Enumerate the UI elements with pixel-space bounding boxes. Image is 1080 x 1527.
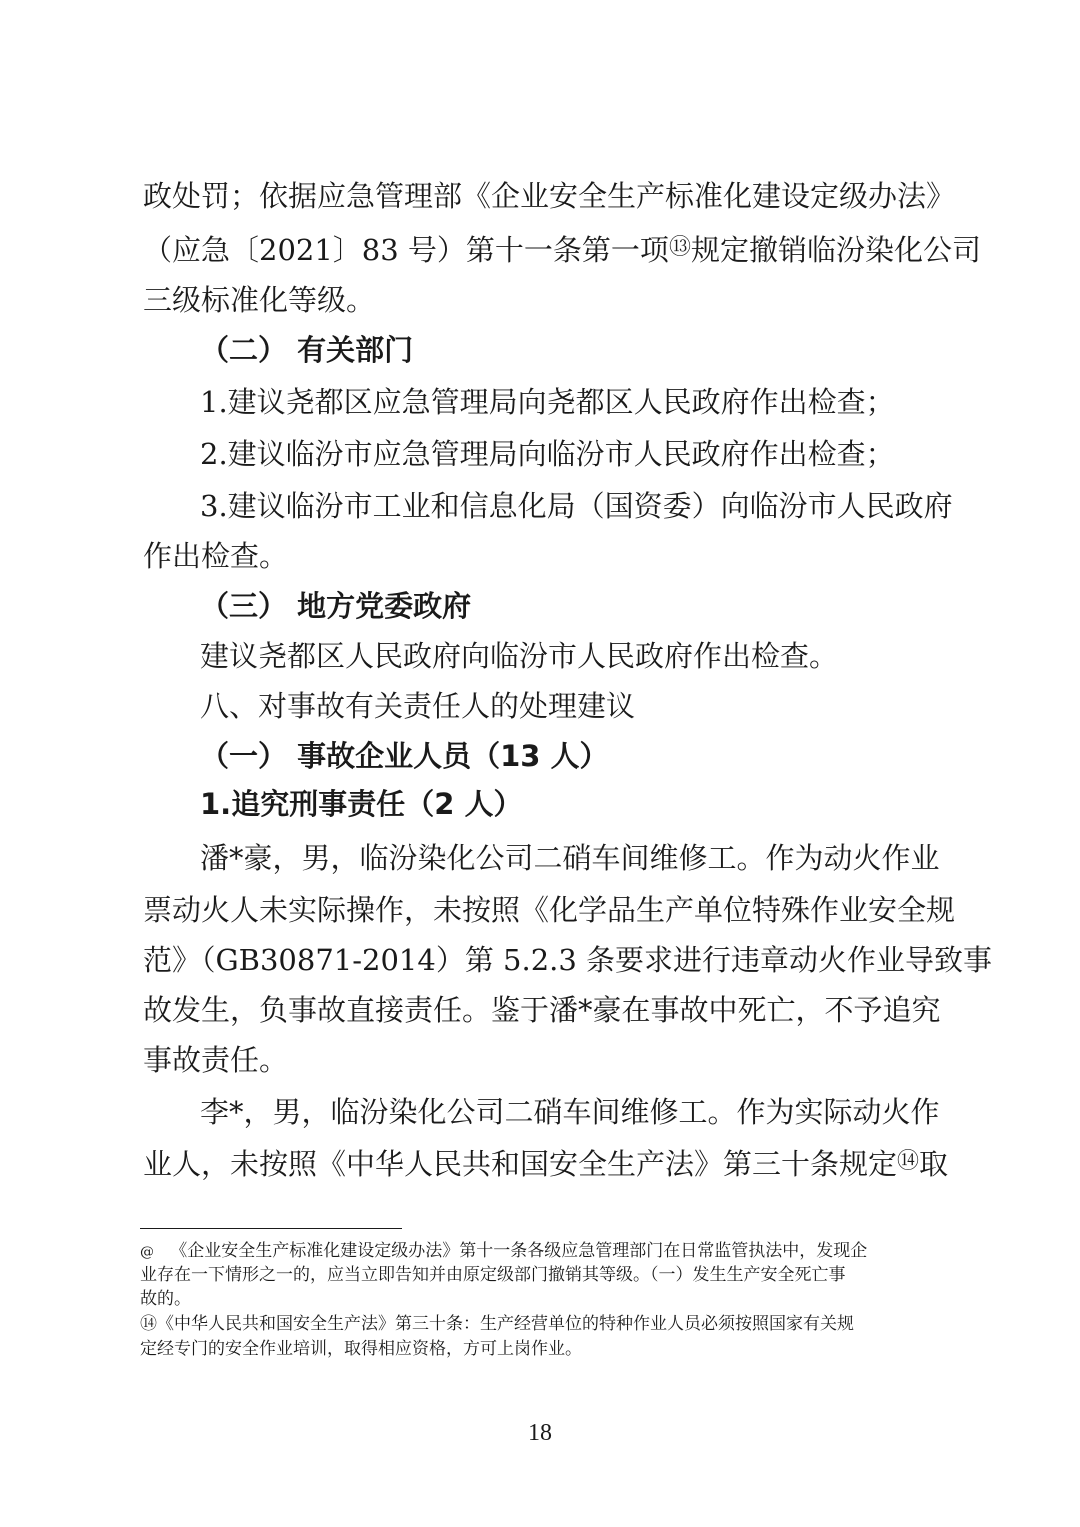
chapter-heading: 八、对事故有关责任人的处理建议 xyxy=(200,689,636,723)
footnote-text: 故的。 xyxy=(140,1289,191,1309)
body-line xyxy=(0,1142,1080,1184)
footnote-text: 《中华人民共和国安全生产法》第三十条：生产经营单位的特种作业人员必须按照国家有关规 xyxy=(157,1314,854,1334)
body-line: 故发生，负事故直接责任。鉴于潘*豪在事故中死亡，不予追究 xyxy=(143,993,941,1027)
section-heading-2: （二） 有关部门 xyxy=(200,333,414,367)
footnote-ref-13: ⑬ xyxy=(668,235,691,260)
page-number: 18 xyxy=(528,1420,552,1446)
footnote-14 xyxy=(140,1313,940,1335)
body-line: 三级标准化等级。 xyxy=(143,283,376,317)
item-heading: 1.追究刑事责任（2 人） xyxy=(200,787,523,821)
footnote-mark-14: ⑭ xyxy=(140,1314,157,1334)
body-line: 事故责任。 xyxy=(143,1043,289,1077)
list-item: 2.建议临汾市应急管理局向临汾市人民政府作出检查； xyxy=(200,437,895,471)
body-text: 业人，未按照《中华人民共和国安全生产法》第三十条规定 xyxy=(143,1147,898,1181)
body-line: 票动火人未实际操作，未按照《化学品生产单位特殊作业安全规 xyxy=(143,893,956,927)
body-text: （应急〔2021〕83 号）第十一条第一项 xyxy=(143,233,669,267)
body-text: 规定撤销临汾染化公司 xyxy=(690,233,981,267)
body-line xyxy=(0,228,1080,270)
body-line: 李*，男，临汾染化公司二硝车间维修工。作为实际动火作 xyxy=(200,1095,940,1129)
body-text: 取 xyxy=(919,1147,949,1181)
footnote-text: 定经专门的安全作业培训，取得相应资格，方可上岗作业。 xyxy=(140,1339,582,1359)
footnote-separator xyxy=(140,1228,402,1229)
subsection-heading: （一） 事故企业人员（13 人） xyxy=(200,739,609,773)
section-heading-3: （三） 地方党委政府 xyxy=(200,589,472,623)
list-item: 1.建议尧都区应急管理局向尧都区人民政府作出检查； xyxy=(200,385,895,419)
list-item: 作出检查。 xyxy=(143,539,289,573)
list-item: 3.建议临汾市工业和信息化局（国资委）向临汾市人民政府 xyxy=(200,489,953,523)
footnote-ref-14: ⑭ xyxy=(897,1149,920,1174)
body-line: 建议尧都区人民政府向临汾市人民政府作出检查。 xyxy=(200,639,839,673)
body-line: 范》（GB30871-2014）第 5.2.3 条要求进行违章动火作业导致事 xyxy=(143,943,993,977)
body-line: 政处罚；依据应急管理部《企业安全生产标准化建设定级办法》 xyxy=(143,179,956,213)
footnote-mark-13: @ xyxy=(140,1244,154,1260)
body-line: 潘*豪，男，临汾染化公司二硝车间维修工。作为动火作业 xyxy=(200,841,940,875)
footnote-text: 业存在一下情形之一的，应当立即告知并由原定级部门撤销其等级。（一）发生生产安全死亡事 xyxy=(140,1265,846,1285)
footnote-13 xyxy=(140,1240,940,1263)
footnote-text: 《企业安全生产标准化建设定级办法》第十一条各级应急管理部门在日常监管执法中，发现企 xyxy=(170,1241,868,1261)
